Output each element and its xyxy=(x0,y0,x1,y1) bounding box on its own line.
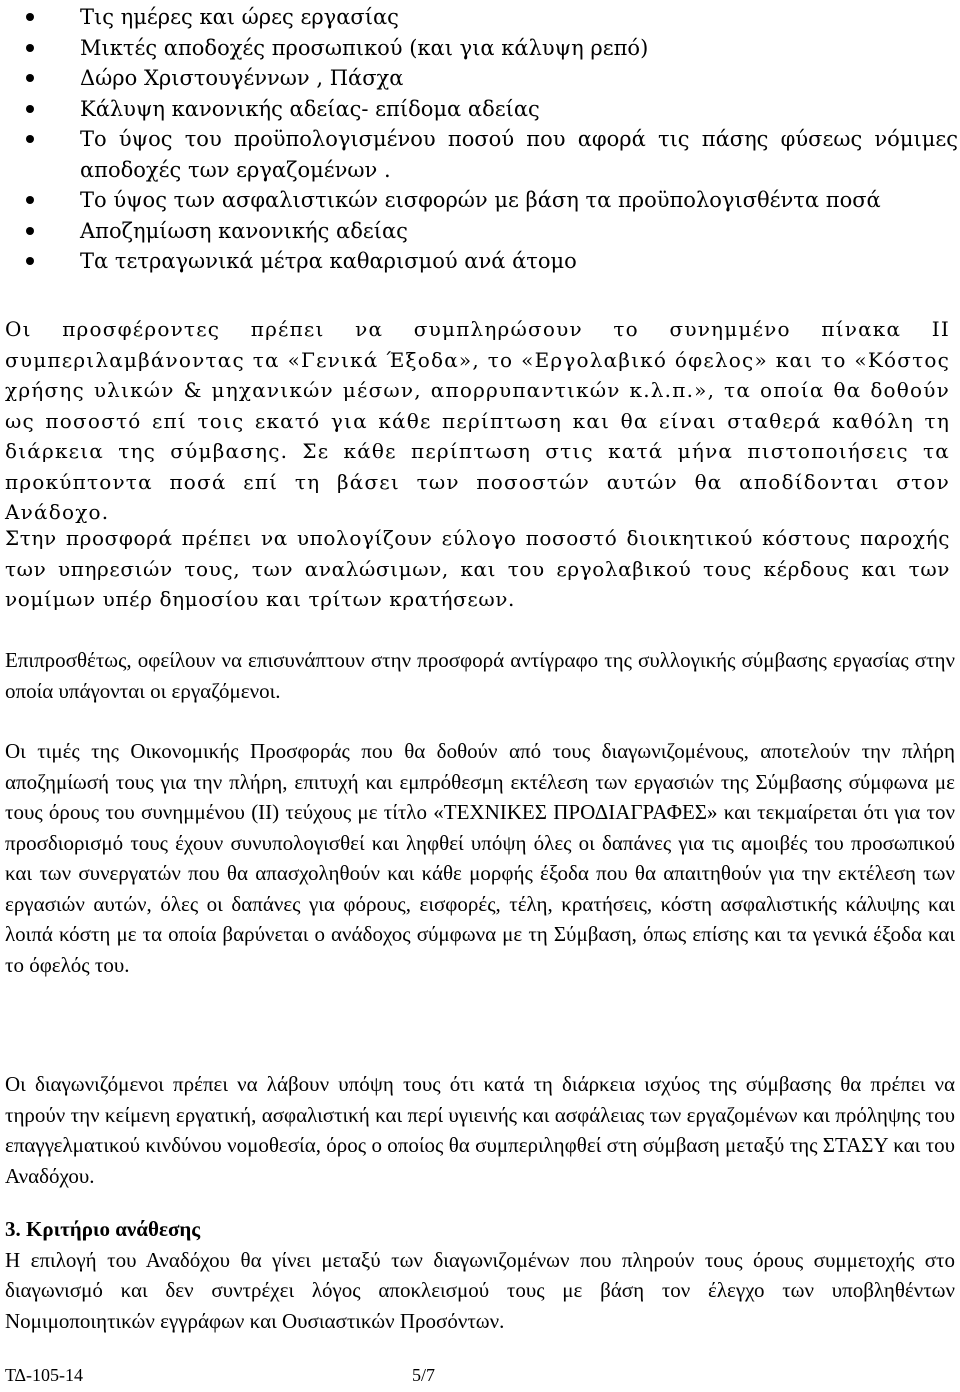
paragraph-cost-table: Οι προσφέροντες πρέπει να συμπληρώσουν το συνημμένο πίνακα ΙΙ συμπεριλαμβάνοντας τα «Γενικά Έξοδα», το «Εργολαβικό όφελος» και το «Κόστος χρήσης υλικών & μηχανικών μέσων, απορρυπαντικών κ.λ.π.», τα οποία θα δοθούν ως ποσοστό επί τοις εκατό για κάθε περίπτωση και θα είναι σταθερά καθόλη τη διάρκεια της σύμβασης. Σε κάθε περίπτωση στις κατά μήνα πιστοποιήσεις τα προκύπτοντα ποσά επί τη βάσει των ποσοστών αυτών θα αποδίδονται στον Ανάδοχο. xyxy=(5,317,950,524)
section-text: Η επιλογή του Αναδόχου θα γίνει μεταξύ των διαγωνιζομένων που πληρούν τους όρους συμμετοχής στο διαγωνισμό και δεν συντρέχει λόγος αποκλεισμού τους με βάση τον έλεγχο των υποβληθέντων Νομιμοποιητικών εγγράφων και Ουσιαστικών Προσόντων. xyxy=(5,1247,955,1333)
list-item xyxy=(0,2,958,33)
bullet-icon xyxy=(26,44,34,52)
list-item xyxy=(0,94,958,125)
bullet-icon xyxy=(26,196,34,204)
list-item-text: Το ύψος του προϋπολογισμένου ποσού που αφορά τις πάσης φύσεως νόμιμες αποδοχές των εργαζομένων . xyxy=(80,127,958,182)
bullet-icon xyxy=(26,13,34,21)
bullet-icon xyxy=(26,74,34,82)
bullet-icon xyxy=(26,257,34,265)
bullet-icon xyxy=(26,227,34,235)
requirements-bullet-list xyxy=(0,2,958,277)
paragraph-admin-cost: Στην προσφορά πρέπει να υπολογίζουν εύλογο ποσοστό διοικητικού κόστους παροχής των υπηρεσιών τους, των αναλώσιμων, και του εργολαβικού τους κέρδους και των νομίμων υπέρ δημοσίου και τρίτων κρατήσεων. xyxy=(5,526,950,611)
list-item xyxy=(0,216,958,247)
paragraph-legislation: Οι διαγωνιζόμενοι πρέπει να λάβουν υπόψη τους ότι κατά τη διάρκεια ισχύος της σύμβασης θα πρέπει να τηρούν την κείμενη εργατική, ασφαλιστική και περί υγιεινής και ασφάλειας των εργαζομένων και πρόληψης του επαγγελματικού κινδύνου νομοθεσία, όρος ο οποίος θα συμπεριληφθεί στη σύμβαση μεταξύ της ΣΤΑΣΥ και του Αναδόχου. xyxy=(5,1072,955,1188)
list-item-text: Δώρο Χριστουγέννων , Πάσχα xyxy=(80,66,404,90)
award-criterion-section xyxy=(5,1214,955,1336)
section-heading: 3. Κριτήριο ανάθεσης xyxy=(5,1217,201,1241)
paragraph-collective-agreement: Επιπροσθέτως, οφείλουν να επισυνάπτουν στην προσφορά αντίγραφο της συλλογικής σύμβασης εργασίας στην οποία υπάγονται οι εργαζόμενοι. xyxy=(5,648,955,703)
list-item-text: Τα τετραγωνικά μέτρα καθαρισμού ανά άτομο xyxy=(80,249,577,273)
page-number: 5/7 xyxy=(412,1365,436,1385)
list-item-text: Αποζημίωση κανονικής αδείας xyxy=(80,218,408,243)
list-item xyxy=(0,185,958,216)
page-footer xyxy=(5,1365,955,1391)
list-item-text: Κάλυψη κανονικής αδείας- επίδομα αδείας xyxy=(80,96,540,121)
list-item xyxy=(0,124,958,185)
list-item-text: Το ύψος των ασφαλιστικών εισφορών με βάση τα προϋπολογισθέντα ποσά xyxy=(80,188,881,212)
bullet-icon xyxy=(26,105,34,113)
list-item-text: Μικτές αποδοχές προσωπικού (και για κάλυψη ρεπό) xyxy=(80,35,649,60)
list-item xyxy=(0,63,958,94)
bullet-icon xyxy=(26,135,34,143)
list-item-text: Τις ημέρες και ώρες εργασίας xyxy=(80,5,399,29)
list-item xyxy=(0,33,958,64)
list-item xyxy=(0,246,958,277)
paragraph-offer-prices: Οι τιμές της Οικονομικής Προσφοράς που θα δοθούν από τους διαγωνιζομένους, αποτελούν την πλήρη αποζημίωσή τους για την πλήρη, επιτυχή και εμπρόθεσμη εκτέλεση των εργασιών της Σύμβασης σύμφωνα με τους όρους του συνημμένου (ΙΙ) τεύχους με τίτλο «ΤΕΧΝΙΚΕΣ ΠΡΟΔΙΑΓΡΑΦΕΣ» και τεκμαίρεται ότι για τον προσδιορισμό τους έχουν συνυπολογισθεί και ληφθεί υπόψη όλες οι δαπάνες για τις αμοιβές του προσωπικού και των συνεργατών που θα απασχοληθούν και κάθε μορφής έξοδα που θα απαιτηθούν για την εκτέλεση των εργασιών αυτών, όλες οι δαπάνες για φόρους, εισφορές, τέλη, κρατήσεις, κόστη ασφαλιστικής κάλυψης και λοιπά κόστη με τα οποία βαρύνεται ο ανάδοχος σύμφωνα με τη Σύμβαση, όπως επίσης και τα γενικά έξοδα και το όφελός του. xyxy=(5,739,955,977)
document-code: ΤΔ-105-14 xyxy=(5,1365,84,1385)
